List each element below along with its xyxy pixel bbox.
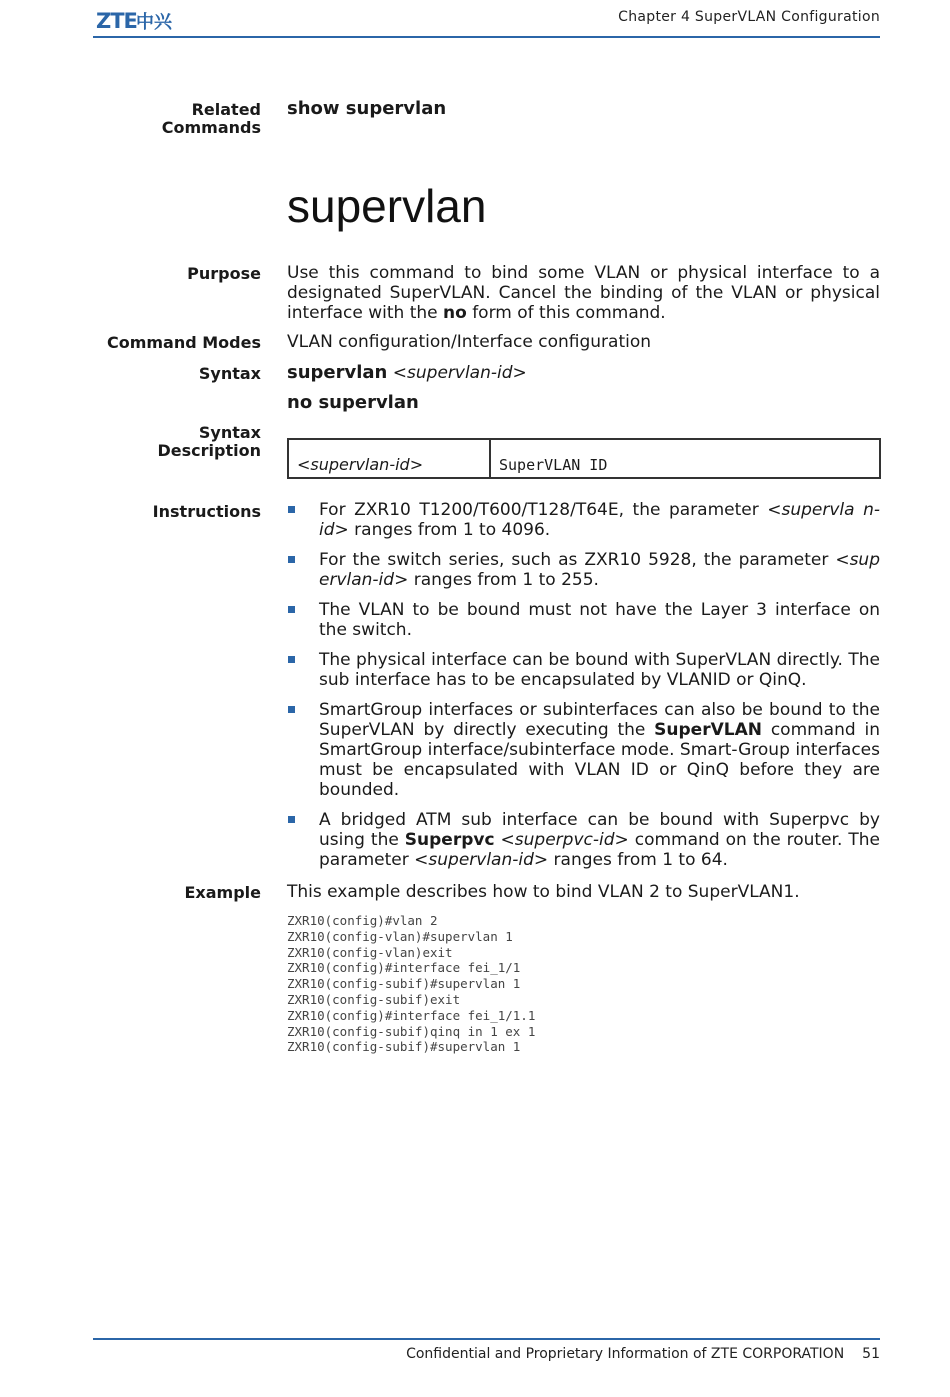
example-code-block [287,913,535,1055]
instructions-list [287,500,880,880]
bullet-icon [288,706,295,713]
desc-cell: SuperVLAN ID [490,439,880,478]
command-title: supervlan [287,180,487,232]
code-line: ZXR10(config-subif)#supervlan 1 [287,1039,521,1055]
code-line: ZXR10(config-subif)#supervlan 1 [287,976,521,992]
list-item: For ZXR10 T1200/T600/T128/T64E, the parameter <supervla n-id> ranges from 1 to 4096. [287,500,880,540]
bullet-icon [288,816,295,823]
purpose-label: Purpose [187,264,261,283]
svg-text:中兴: 中兴 [136,12,172,33]
chapter-title: Chapter 4 SuperVLAN Configuration [618,9,880,25]
list-item: A bridged ATM sub interface can be bound with Superpvc by using the Superpvc <superpvc-id> command on the router. The parameter <supervlan-id> ranges from 1 to 64. [287,810,880,870]
svg-text:ZTE: ZTE [96,9,137,33]
bullet-icon [288,506,295,513]
command-modes-value: VLAN configuration/Interface configuration [287,332,652,352]
page-header [93,0,880,38]
page-number: 51 [862,1346,880,1362]
table-row [288,439,880,478]
code-line: ZXR10(config-vlan)#supervlan 1 [287,928,513,944]
command-modes-label: Command Modes [106,333,261,352]
code-line: ZXR10(config)#interface fei_1/1 [287,960,521,976]
bullet-icon [288,556,295,563]
param-cell: <supervlan-id> [288,439,490,478]
code-line: ZXR10(config-vlan)exit [287,944,453,960]
list-item: SmartGroup interfaces or subinterfaces can also be bound to the SuperVLAN by directly executing the SuperVLAN command in SmartGroup interface/subinterface mode. Smart-Group interfaces must be encapsulated with VLAN ID or QinQ before they are bounded. [287,700,880,800]
footer-confidential: Confidential and Proprietary Information of ZTE CORPORATION [406,1346,845,1362]
instructions-label: Instructions [152,502,261,521]
purpose-text: Use this command to bind some VLAN or physical interface to a designated SuperVLAN. Cancel the binding of the VLAN or physical interface with the no form of this command. [287,263,880,323]
code-line: ZXR10(config)#vlan 2 [287,913,438,928]
syntax-no-line: no supervlan [287,392,419,413]
syntax-description-label: Syntax Description [157,423,261,460]
page-footer [93,1338,880,1362]
code-line: ZXR10(config-subif)qinq in 1 ex 1 [287,1023,536,1039]
bullet-icon [288,656,295,663]
list-item: For the switch series, such as ZXR10 5928, the parameter <sup ervlan-id> ranges from 1 to 255. [287,550,880,590]
example-label: Example [184,883,261,902]
code-line: ZXR10(config-subif)exit [287,991,461,1007]
syntax-description-table [287,438,881,479]
bullet-icon [288,606,295,613]
example-text: This example describes how to bind VLAN 2 to SuperVLAN1. [287,882,800,902]
related-commands-label: Related Commands [161,100,261,137]
list-item: The physical interface can be bound with SuperVLAN directly. The sub interface has to be encapsulated by VLANID or QinQ. [287,650,880,690]
syntax-label: Syntax [198,364,261,383]
related-commands-value: show supervlan [287,98,447,119]
list-item: The VLAN to be bound must not have the Layer 3 interface on the switch. [287,600,880,640]
code-line: ZXR10(config)#interface fei_1/1.1 [287,1007,536,1023]
zte-logo [96,8,172,33]
syntax-line: supervlan <supervlan-id> [287,362,527,383]
